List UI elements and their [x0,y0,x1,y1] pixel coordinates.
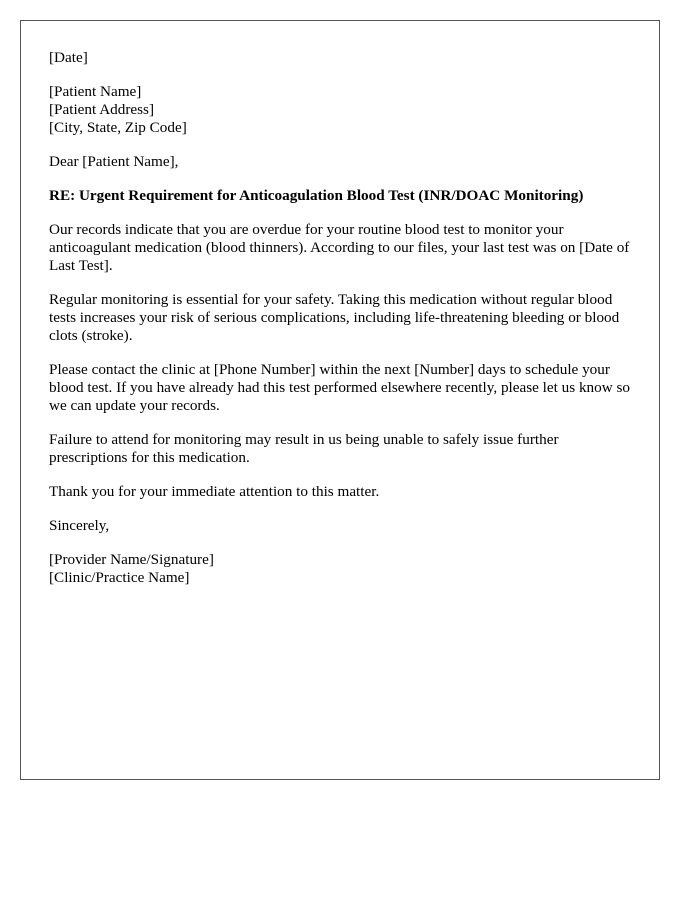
clinic-name: [Clinic/Practice Name] [49,569,190,586]
date-block [49,49,639,67]
provider-signature: [Provider Name/Signature] [49,551,214,568]
paragraph-safety-warning: Regular monitoring is essential for your safety. Taking this medication without regular blood tests increases your risk of serious complications, including life-threatening bleeding or blood clots (stroke). [49,291,620,344]
paragraph-prescription-warning: Failure to attend for monitoring may result in us being unable to safely issue further prescriptions for this medication. [49,431,559,466]
closing: Sincerely, [49,517,110,534]
recipient-city-state-zip: [City, State, Zip Code] [49,119,187,136]
letter-page [20,20,660,780]
signature-block [49,551,639,587]
recipient-name: [Patient Name] [49,83,142,100]
paragraph-contact-instructions: Please contact the clinic at [Phone Number] within the next [Number] days to schedule your blood test. If you have already had this test performed elsewhere recently, please let us know so we can update your records. [49,361,631,414]
recipient-address: [Patient Address] [49,101,155,118]
recipient-address-block [49,83,639,137]
paragraph-thank-you: Thank you for your immediate attention to this matter. [49,483,380,500]
paragraph-overdue-notice: Our records indicate that you are overdue for your routine blood test to monitor your anticoagulant medication (blood thinners). According to our files, your last test was on [Date of Last Test]. [49,221,630,274]
subject-line: RE: Urgent Requirement for Anticoagulation Blood Test (INR/DOAC Monitoring) [49,187,584,204]
letter-body [49,49,639,603]
salutation: Dear [Patient Name], [49,153,179,170]
letter-date: [Date] [49,49,88,66]
